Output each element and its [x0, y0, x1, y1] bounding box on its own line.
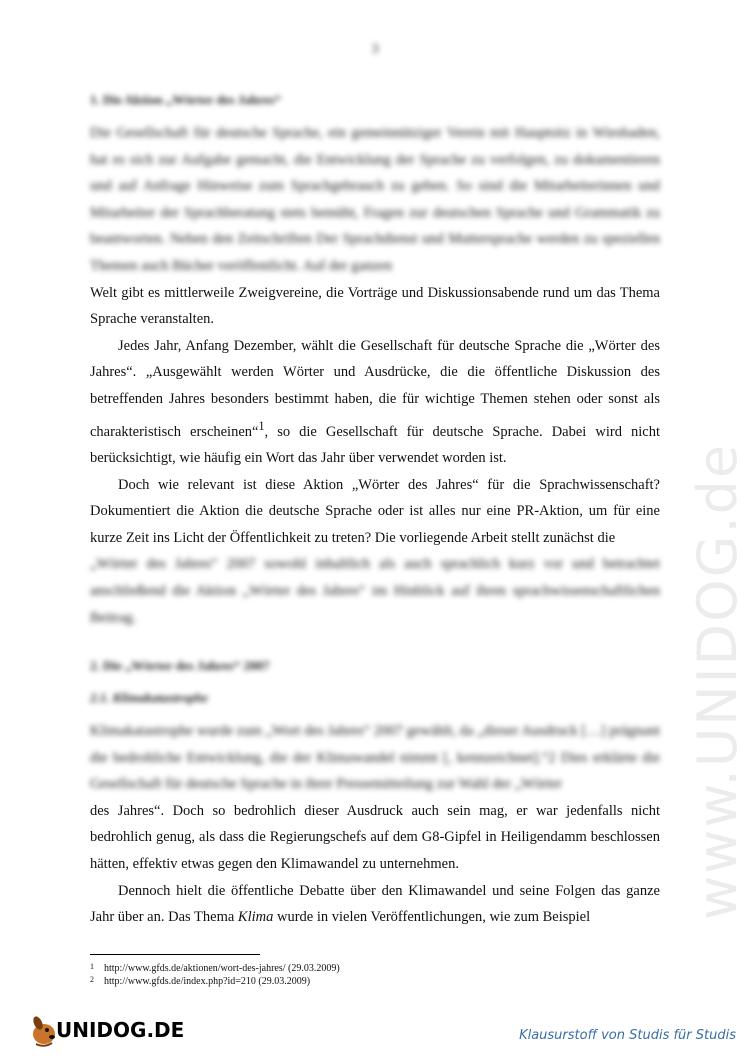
- footnote-1: [90, 962, 340, 975]
- section-1-paragraph-3-visible: Doch wie relevant ist diese Aktion „Wörter des Jahres“ für die Sprachwissenschaft? Dokumentiert die Aktion die deutsche Sprache oder ist alles nur eine PR-Aktion, um für eine kurze Zeit ins Licht der Öffentlichkeit zu treten? Die vorliegende Arbeit stellt zunächst die: [90, 476, 660, 546]
- footnote-text: http://www.gfds.de/aktionen/wort-des-jahres/ (29.03.2009): [104, 963, 340, 974]
- paragraph-2-text: Jedes Jahr, Anfang Dezember, wählt die Gesellschaft für deutsche Sprache die „Wörter des Jahres“. „Ausgewählt werden Wörter und Ausdrücke, die die öffentliche Diskussion des betreffenden Jahres besonders bestimmt haben, die für wichtige Themen stehen oder sonst als charakteristisch erscheinen“: [90, 337, 660, 440]
- section-2-body: [90, 718, 660, 931]
- section-2-heading: 2. Die „Wörter des Jahres“ 2007: [90, 658, 270, 673]
- section-2-1-heading: 2.1. Klimakatastrophe: [90, 690, 209, 705]
- section-2-paragraph-1-blurred: Klimakatastrophe wurde zum „Wort des Jahres“ 2007 gewählt, da „dieser Ausdruck […] prägnant die bedrohliche Entwicklung, die der Klimawandel nimmt [, kennzeichnet].“2 Dies erklärte die Gesellschaft für deutsche Sprache in ihrer Pressemitteilung zur Wahl der „Wörter: [90, 723, 660, 793]
- footnote-number: 2: [90, 975, 94, 984]
- section-1-paragraph-3-blurred: „Wörter des Jahres“ 2007 sowohl inhaltlich als auch sprachlich kurz vor und betrachtet anschließend die Aktion „Wörter des Jahres“ im Hinblick auf ihren sprachwissenschaftlichen Beitrag.: [90, 556, 660, 626]
- section-1-paragraph-1-blurred: Die Gesellschaft für deutsche Sprache, ein gemeinnütziger Verein mit Hauptsitz in Wiesbaden, hat es sich zur Aufgabe gemacht, die Entwicklung der Sprache zu verfolgen, zu dokumentieren und auf Anfrage Hinweise zum Sprachgebrauch zu geben. So sind die Mitarbeiterinnen und Mitarbeiter der Sprachberatung stets bemüht, Fragen zur deutschen Sprache und Grammatik zu beantworten. Neben den Zeitschriften Der Sprachdienst und Muttersprache werden zu speziellen Themen auch Bücher veröffentlicht. Auf der ganzen: [90, 125, 660, 274]
- footer-tagline: Klausurstoff von Studis für Studis: [519, 1028, 736, 1043]
- section-1-body: [90, 120, 660, 631]
- page-number: 3: [371, 42, 379, 57]
- paragraph-2-text-cont: , so die Gesellschaft für deutsche Sprache. Dabei wird nicht berücksichtigt, wie häufig ein Wort das Jahr über verwendet worden ist.: [90, 423, 660, 466]
- footnote-text: http://www.gfds.de/index.php?id=210 (29.03.2009): [104, 976, 311, 987]
- paragraph-text: Dennoch hielt die öffentliche Debatte über den Klimawandel und seine Folgen das ganze Jahr über an. Das Thema: [90, 882, 660, 926]
- watermark-text: www.UNIDOG.de: [686, 442, 749, 920]
- unidog-logo-text: UNIDOG.DE: [56, 1018, 185, 1042]
- footnote-divider: [90, 954, 260, 955]
- footnote-ref-1: 1: [258, 418, 265, 433]
- footnote-number: 1: [90, 962, 94, 971]
- emphasis-klima: Klima: [237, 909, 274, 926]
- section-2-paragraph-2: [90, 878, 660, 931]
- section-1-heading: 1. Die Aktion „Wörter des Jahres“: [90, 92, 281, 107]
- section-1-paragraph-2: [90, 333, 660, 472]
- section-2-paragraph-1-visible: des Jahres“. Doch so bedrohlich dieser Ausdruck auch sein mag, er war jedenfalls nicht bedrohlich genug, als dass die Regierungschefs auf dem G8-Gipfel in Heiligendamm beschlossen hätten, effektiv etwas gegen den Klimawandel zu unternehmen.: [90, 802, 660, 872]
- section-1-paragraph-1-visible: Welt gibt es mittlerweile Zweigvereine, die Vorträge und Diskussionsabende rund um das Thema Sprache veranstalten.: [90, 284, 660, 328]
- footnotes: [90, 962, 340, 988]
- footnote-2: [90, 975, 340, 988]
- paragraph-text-cont: wurde in vielen Veröffentlichungen, wie zum Beispiel: [273, 909, 591, 926]
